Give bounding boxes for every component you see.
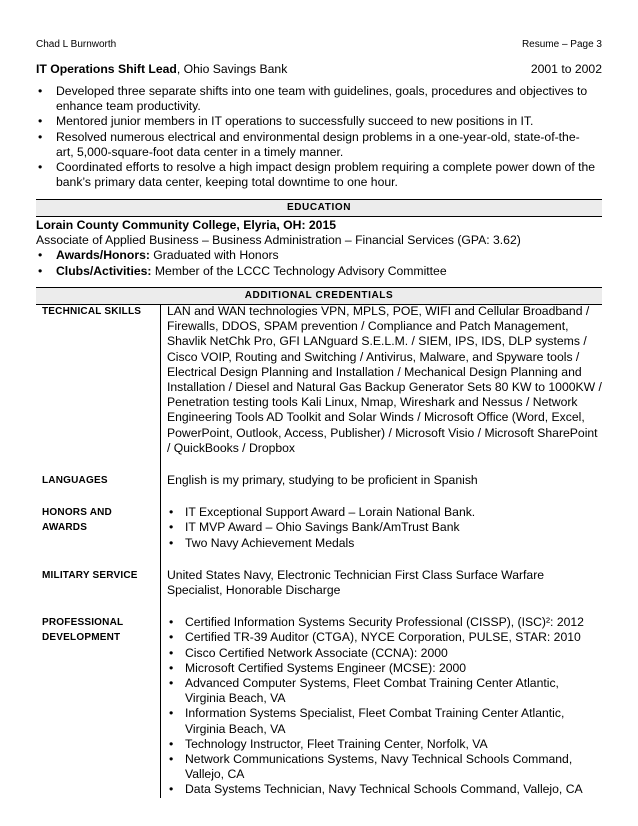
list-item: • Data Systems Technician, Navy Technical Schools Command, Vallejo, CA xyxy=(167,782,602,797)
list-item: • Information Systems Specialist, Fleet Combat Training Center Atlantic, Virginia Beach, VA xyxy=(167,706,602,736)
development-label-line2: DEVELOPMENT xyxy=(42,632,121,644)
list-item: • Two Navy Achievement Medals xyxy=(167,536,602,551)
honors-label-line2: AWARDS xyxy=(42,522,88,534)
list-item xyxy=(36,264,602,279)
job-title-row xyxy=(36,62,602,77)
clubs-text: Member of the LCCC Technology Advisory Committee xyxy=(154,263,447,278)
education-list xyxy=(36,248,602,278)
list-item: • Mentored junior members in IT operations to successfully succeed to new positions in IT. xyxy=(36,114,596,129)
technical-skills-label: TECHNICAL SKILLS xyxy=(36,304,161,456)
row-gap xyxy=(36,456,602,473)
awards-text: Graduated with Honors xyxy=(153,248,279,263)
page-header xyxy=(36,39,602,51)
row-gap xyxy=(36,598,602,615)
honors-label xyxy=(36,505,161,551)
credentials-section xyxy=(36,304,602,798)
list-item: • Resolved numerous electrical and environmental design problems in a one-year-old, state-of-the-art, 5,000-square-foot data center in a timely manner. xyxy=(36,130,596,160)
languages-text: English is my primary, studying to be proficient in Spanish xyxy=(167,473,478,488)
header-name: Chad L Burnworth xyxy=(36,39,117,50)
development-label-line1: PROFESSIONAL xyxy=(42,617,124,629)
credentials-heading xyxy=(36,287,602,305)
list-item: • Certified TR-39 Auditor (CTGA), NYCE Corporation, PULSE, STAR: 2010 xyxy=(167,630,602,645)
honors-label-line1: HONORS AND xyxy=(42,507,112,519)
job-bullet-list xyxy=(36,84,596,190)
header-page-number: Resume – Page 3 xyxy=(521,39,602,50)
development-label xyxy=(36,615,161,797)
list-item: • Technology Instructor, Fleet Training Center, Norfolk, VA xyxy=(167,737,602,752)
school-name: Lorain County Community College, Elyria, OH: 2015 xyxy=(36,218,337,232)
job-title-line xyxy=(36,62,287,77)
education-section xyxy=(36,218,602,279)
development-row xyxy=(36,615,602,797)
honors-list xyxy=(167,505,602,551)
job-company: , Ohio Savings Bank xyxy=(176,62,288,76)
development-list xyxy=(167,615,602,797)
list-item: • Microsoft Certified Systems Engineer (MCSE): 2000 xyxy=(167,661,602,676)
job-title: IT Operations Shift Lead xyxy=(36,62,177,76)
honors-row xyxy=(36,505,602,551)
list-item: • IT MVP Award – Ohio Savings Bank/AmTrust Bank xyxy=(167,520,602,535)
military-text: United States Navy, Electronic Technician First Class Surface Warfare Specialist, Honorable Discharge xyxy=(167,567,545,598)
degree: Associate of Applied Business – Business Administration – Financial Services (GPA: 3.62) xyxy=(36,233,521,248)
education-heading xyxy=(36,199,602,217)
awards-label: Awards/Honors: xyxy=(56,248,150,263)
credentials-heading-text: ADDITIONAL CREDENTIALS xyxy=(244,290,394,301)
military-row xyxy=(36,568,602,598)
technical-skills-row xyxy=(36,304,602,456)
job-dates: 2001 to 2002 xyxy=(530,62,602,76)
list-item: • IT Exceptional Support Award – Lorain National Bank. xyxy=(167,505,602,520)
languages-row xyxy=(36,473,602,488)
development-body xyxy=(161,615,602,797)
list-item: • Advanced Computer Systems, Fleet Combat Training Center Atlantic, Virginia Beach, VA xyxy=(167,676,602,706)
list-item: • Network Communications Systems, Navy Technical Schools Command, Vallejo, CA xyxy=(167,752,602,782)
row-gap xyxy=(36,488,602,505)
list-item: • Coordinated efforts to resolve a high impact design problem requiring a complete power down of the bank’s primary data center, keeping total downtime to one hour. xyxy=(36,160,596,190)
technical-skills-text: LAN and WAN technologies VPN, MPLS, POE, WIFI and Cellular Broadband / Firewalls, DDOS, SPAM prevention / Compliance and Patch Management, Shavlik NetChk Pro, GFI LANguard S.E.L.M. / SIEM, IPS, IDS, DLP systems / Cisco VOIP, Routing and Switching / Antivirus, Malware, and Spyware tools / Electrical Design Planning and Installation / Mechanical Design Planning and Installation / Diesel and Natural Gas Backup Generator Sets 80 KW to 1000KW / Penetration testing tools Kali Linux, Nmap, Wireshark and Nessus / Network Engineering Tools AD Toolkit and Solar Winds / Microsoft Office (Word, Excel, PowerPoint, Outlook, Access, Publisher) / Microsoft Visio / Microsoft SharePoint / QuickBooks / Dropbox xyxy=(167,304,602,455)
list-item: • Cisco Certified Network Associate (CCNA): 2000 xyxy=(167,646,602,661)
list-item: • Certified Information Systems Security Professional (CISSP), (ISC)²: 2012 xyxy=(167,615,602,630)
languages-label: LANGUAGES xyxy=(36,473,161,488)
list-item xyxy=(36,248,602,263)
military-label: MILITARY SERVICE xyxy=(36,568,161,598)
honors-body xyxy=(161,505,602,551)
list-item: • Developed three separate shifts into one team with guidelines, goals, procedures and objectives to enhance team productivity. xyxy=(36,84,596,114)
row-gap xyxy=(36,551,602,568)
education-heading-text: EDUCATION xyxy=(286,202,352,213)
clubs-label: Clubs/Activities: xyxy=(56,263,152,278)
